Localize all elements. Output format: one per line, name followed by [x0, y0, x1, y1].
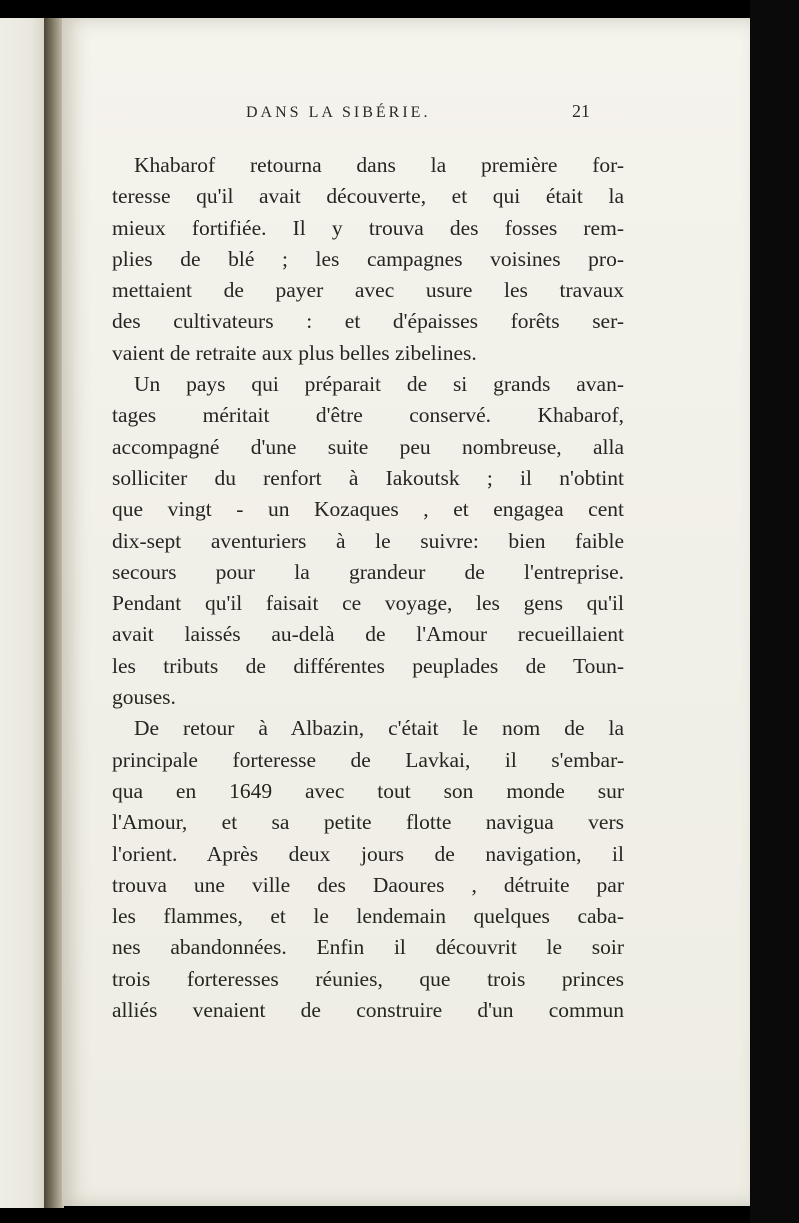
- text-line: l'orient. Après deux jours de navigation, il: [112, 841, 624, 866]
- text-line: Khabarof retourna dans la première for-: [134, 153, 624, 177]
- text-line: qua en 1649 avec tout son monde sur: [112, 778, 624, 803]
- text-line: avait laissés au-delà de l'Amour recueillaient: [112, 622, 624, 647]
- text-line: des cultivateurs : et d'épaisses forêts ser-: [112, 309, 624, 334]
- text-line: Pendant qu'il faisait ce voyage, les gens qu'il: [112, 591, 624, 616]
- text-line: mettaient de payer avec usure les travaux: [112, 278, 624, 303]
- running-head: DANS LA SIBÉRIE.: [246, 104, 431, 121]
- text-line: De retour à Albazin, c'était le nom de la: [134, 716, 624, 741]
- text-line: vaient de retraite aux plus belles zibelines.: [112, 340, 477, 365]
- text-line: accompagné d'une suite peu nombreuse, alla: [112, 434, 624, 459]
- text-line: tages méritait d'être conservé. Khabarof,: [112, 403, 624, 428]
- text-line: trois forteresses réunies, que trois princes: [112, 966, 624, 991]
- body-text: [112, 150, 624, 1026]
- text-line: les tributs de différentes peuplades de Toun-: [112, 653, 624, 678]
- text-line: l'Amour, et sa petite flotte navigua vers: [112, 810, 624, 835]
- text-line: les flammes, et le lendemain quelques caba-: [112, 904, 624, 929]
- text-line: alliés venaient de construire d'un commun: [112, 998, 624, 1023]
- previous-page-edge: [0, 18, 44, 1208]
- text-line: trouva une ville des Daoures , détruite par: [112, 872, 624, 897]
- text-line: principale forteresse de Lavkai, il s'embar-: [112, 747, 624, 772]
- text-line: que vingt - un Kozaques , et engagea cent: [112, 497, 624, 522]
- book-gutter: [44, 18, 64, 1208]
- text-line: secours pour la grandeur de l'entreprise.: [112, 559, 624, 584]
- text-line: mieux fortifiée. Il y trouva des fosses rem-: [112, 215, 624, 240]
- text-line: nes abandonnées. Enfin il découvrit le soir: [112, 935, 624, 960]
- text-line: dix-sept aventuriers à le suivre: bien faible: [112, 528, 624, 553]
- text-line: teresse qu'il avait découverte, et qui était la: [112, 184, 624, 209]
- text-line: Un pays qui préparait de si grands avan-: [134, 372, 624, 397]
- text-line: plies de blé ; les campagnes voisines pro-: [112, 246, 624, 271]
- text-line: solliciter du renfort à Iakoutsk ; il n'obtint: [112, 465, 624, 490]
- scan-background: [750, 0, 799, 1223]
- page-number: 21: [572, 101, 590, 121]
- text-line: gouses.: [112, 685, 176, 710]
